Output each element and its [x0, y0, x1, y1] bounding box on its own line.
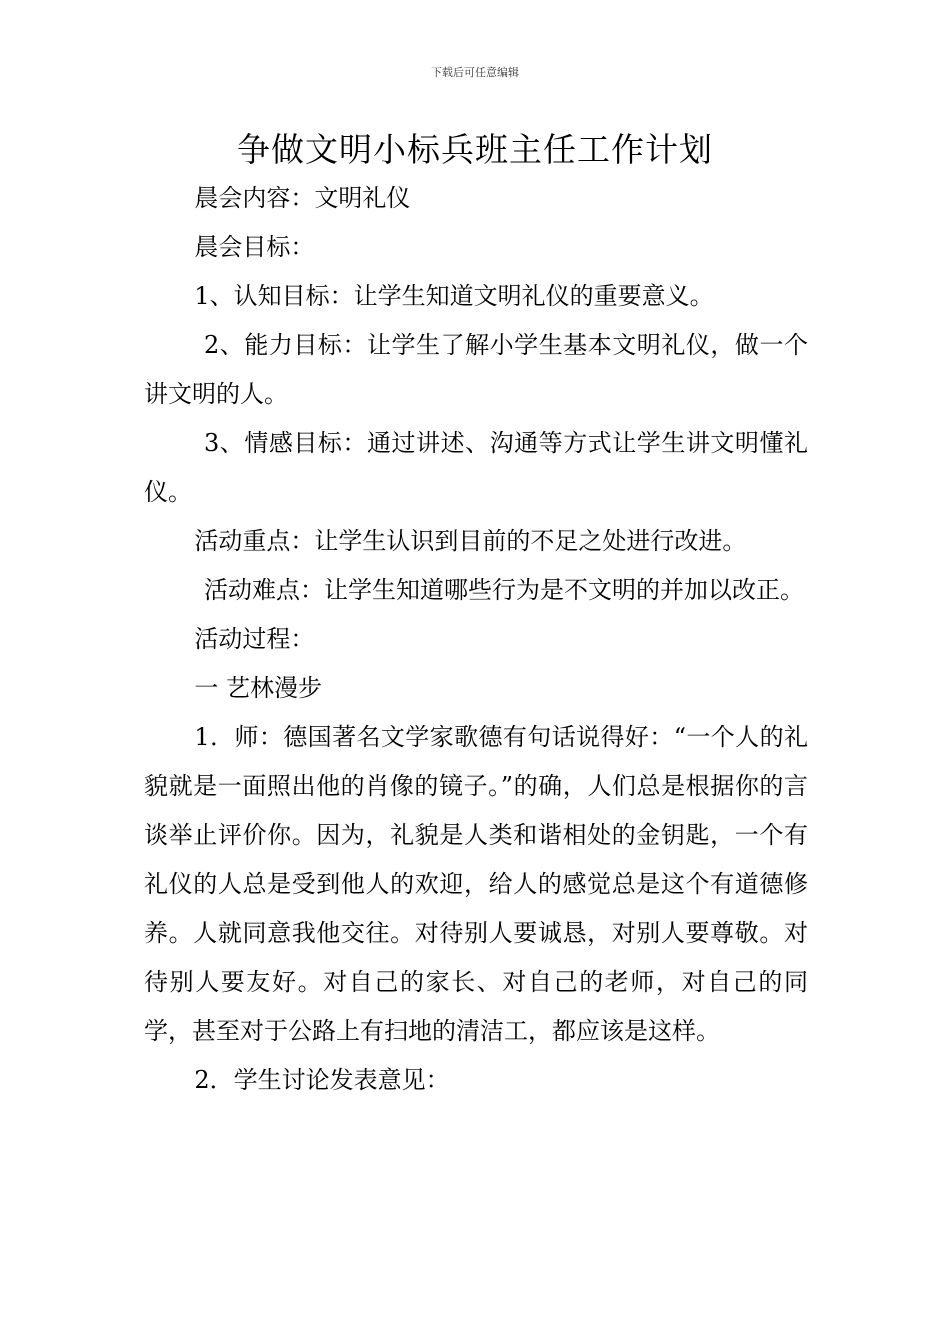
- paragraph-activity-difficulty: 活动难点：让学生知道哪些行为是不文明的并加以改正。: [204, 576, 804, 604]
- paragraph-meeting-content: 晨会内容：文明礼仪: [194, 184, 411, 212]
- document-title: 争做文明小标兵班主任工作计划: [237, 130, 713, 169]
- paragraph-activity-focus: 活动重点：让学生认识到目前的不足之处进行改进。: [194, 527, 747, 555]
- paragraph-emotion-goal: 3、情感目标：通过讲述、沟通等方式让学生讲文明懂礼仪。: [144, 429, 808, 506]
- paragraph-cognitive-goal: 1、认知目标：让学生知道文明礼仪的重要意义。: [194, 282, 714, 310]
- paragraph-meeting-goals: 晨会目标：: [194, 233, 315, 261]
- paragraph-section-one: 一 艺林漫步: [194, 674, 323, 702]
- paragraph-student-discussion: 2．学生讨论发表意见：: [194, 1066, 450, 1094]
- paragraph-ability-goal: 2、能力目标：让学生了解小学生基本文明礼仪，做一个讲文明的人。: [144, 331, 808, 408]
- page-header-note: 下载后可任意编辑: [431, 66, 519, 79]
- paragraph-teacher-speech: 1．师：德国著名文学家歌德有句话说得好：“一个人的礼貌就是一面照出他的肖像的镜子。”的确，人们总是根据你的言谈举止评价你。因为，礼貌是人类和谐相处的金钥匙，一个有礼仪的人总是受到他人的欢迎，给人的感觉总是这个有道德修养。人就同意我他交往。对待别人要诚恳，对别人要尊敬。对待别人要友好。对自己的家长、对自己的老师，对自己的同学，甚至对于公路上有扫地的清洁工，都应该是这样。: [144, 723, 808, 1045]
- document-body: [144, 174, 808, 1105]
- paragraph-activity-process: 活动过程：: [194, 625, 315, 653]
